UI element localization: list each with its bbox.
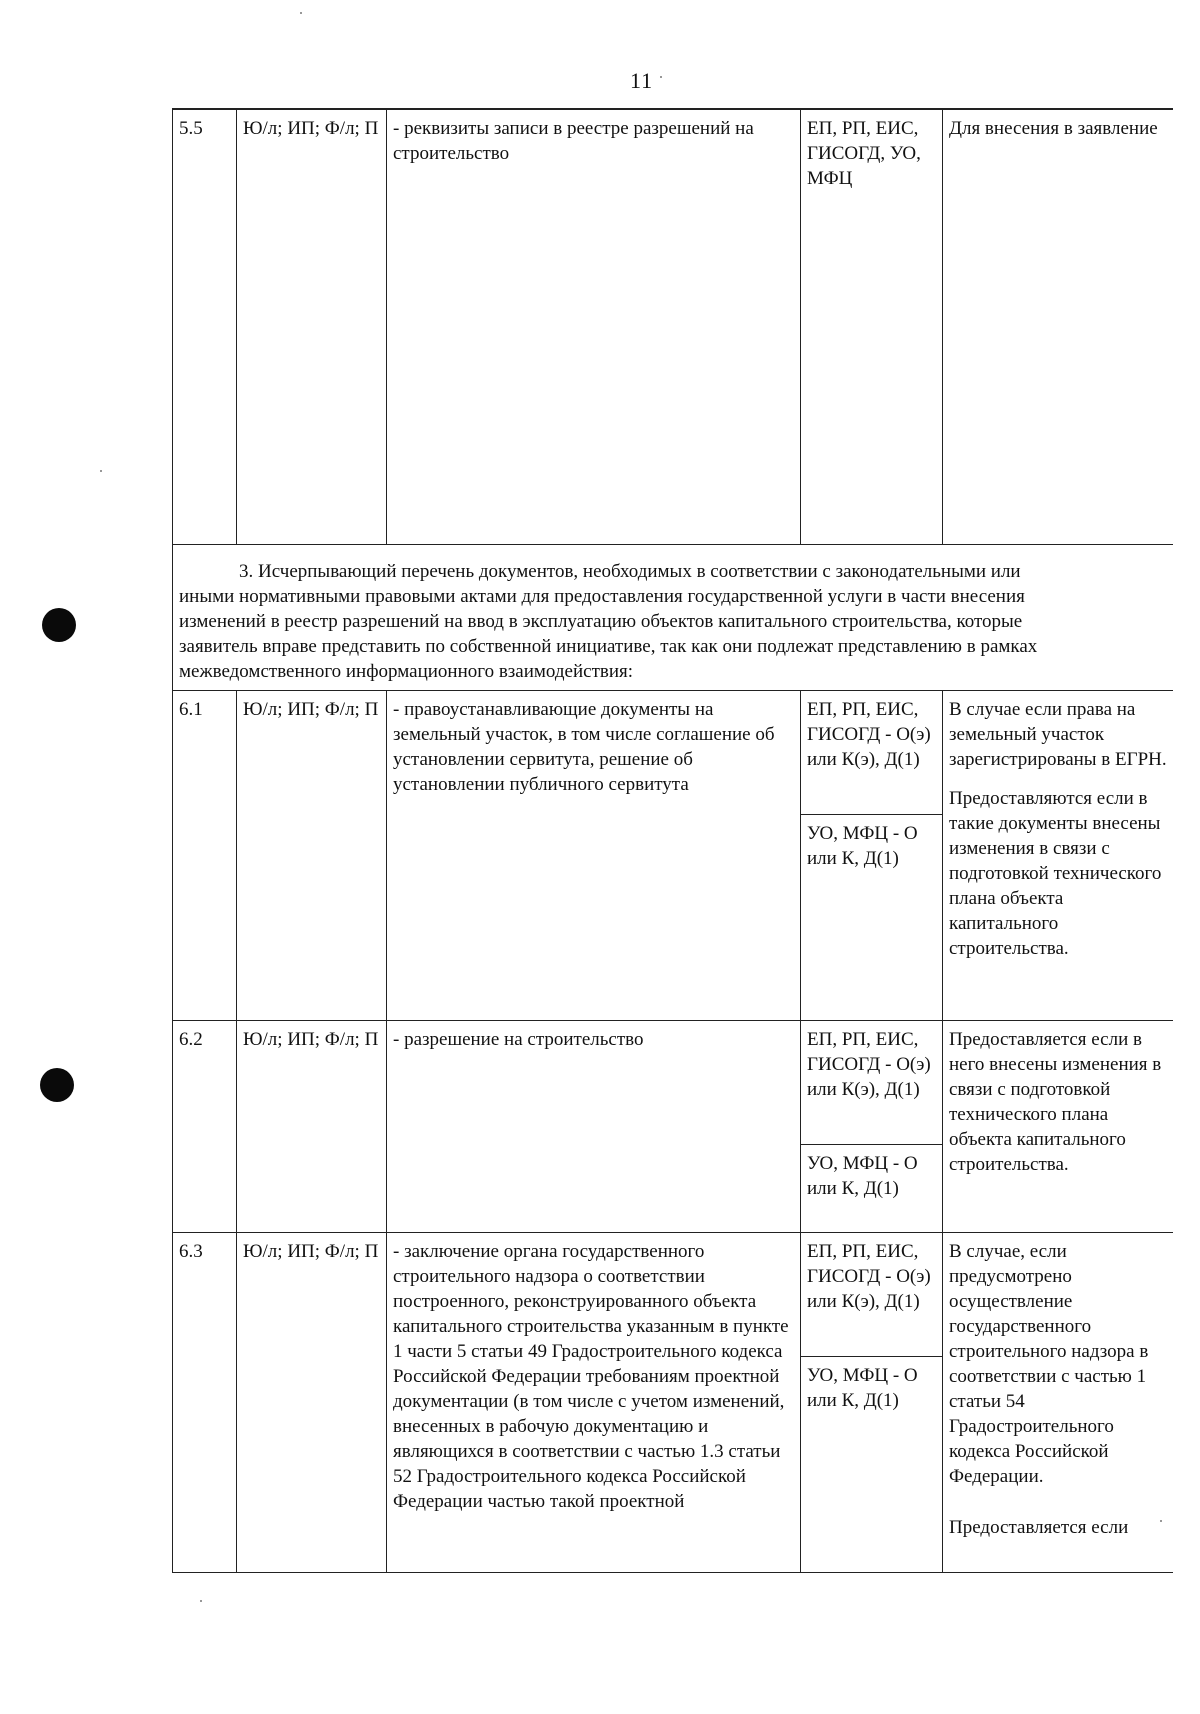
note <box>943 1020 1173 1232</box>
document-description: - правоустанавливающие документы на земельный участок, в том числе соглашение об установлении сервитута, решение об установлении публичного сервитута <box>387 690 801 1020</box>
scan-speck <box>100 470 102 472</box>
source-channels <box>801 1232 943 1572</box>
section-line: межведомственного информационного взаимодействия: <box>179 660 634 682</box>
note-condition: В случае если права на земельный участок зарегистрированы в ЕГРН. <box>949 698 1167 770</box>
note <box>943 690 1173 1020</box>
punch-hole-mark <box>40 1068 74 1102</box>
source-in-person: УО, МФЦ - О или К, Д(1) <box>807 1152 918 1199</box>
section-line: 3. Исчерпывающий перечень документов, необходимых в соответствии с законодательными или <box>239 560 1021 582</box>
document-description: - реквизиты записи в реестре разрешений на строительство <box>387 109 801 544</box>
section-line: заявитель вправе представить по собственной инициативе, так как они подлежат представлению в рамках <box>179 635 1038 657</box>
applicant-types: Ю/л; ИП; Ф/л; П <box>237 690 387 1020</box>
section-line: иными нормативными правовыми актами для предоставления государственной услуги в части внесения <box>179 585 1025 607</box>
source-electronic: ЕП, РП, ЕИС, ГИСОГД - О(э) или К(э), Д(1) <box>801 1233 942 1357</box>
source-in-person: УО, МФЦ - О или К, Д(1) <box>807 1364 918 1411</box>
row-number: 6.2 <box>173 1020 237 1232</box>
table-row <box>173 1232 1173 1572</box>
source-electronic: ЕП, РП, ЕИС, ГИСОГД - О(э) или К(э), Д(1) <box>801 1021 942 1145</box>
source-channels: ЕП, РП, ЕИС, ГИСОГД, УО, МФЦ <box>801 109 943 544</box>
page-number: 11 <box>630 68 654 93</box>
applicant-types: Ю/л; ИП; Ф/л; П <box>237 109 387 544</box>
row-number: 5.5 <box>173 109 237 544</box>
source-electronic: ЕП, РП, ЕИС, ГИСОГД - О(э) или К(э), Д(1) <box>801 691 942 815</box>
scan-speck <box>200 1600 202 1602</box>
note: Для внесения в заявление <box>943 109 1173 544</box>
scan-speck <box>300 12 302 14</box>
note-extra: Предоставляется если <box>949 1516 1129 1538</box>
document-description: - разрешение на строительство <box>387 1020 801 1232</box>
table-row <box>173 109 1173 544</box>
scan-speck <box>660 76 662 78</box>
row-number: 6.3 <box>173 1232 237 1572</box>
section-heading-row <box>173 544 1173 690</box>
note <box>943 1232 1173 1572</box>
section-heading <box>173 544 1173 690</box>
table-row <box>173 1020 1173 1232</box>
note-extra: Предоставляются если в такие документы внесены изменения в связи с подготовкой технического плана объекта капитального строительства. <box>949 787 1162 959</box>
applicant-types: Ю/л; ИП; Ф/л; П <box>237 1232 387 1572</box>
note-condition: Предоставляется если в него внесены изменения в связи с подготовкой технического плана объекта капитального строительства. <box>949 1028 1162 1175</box>
note-condition: В случае, если предусмотрено осуществление государственного строительного надзора в соответствии с частью 1 статьи 54 Градостроительного кодекса Российской Федерации. <box>949 1240 1149 1487</box>
source-channels <box>801 690 943 1020</box>
punch-hole-mark <box>42 608 76 642</box>
section-line: изменений в реестр разрешений на ввод в эксплуатацию объектов капитального строительства, которые <box>179 610 1023 632</box>
source-channels <box>801 1020 943 1232</box>
table-row <box>173 690 1173 1020</box>
requirements-table <box>172 108 1173 1573</box>
row-number: 6.1 <box>173 690 237 1020</box>
source-in-person: УО, МФЦ - О или К, Д(1) <box>807 822 918 869</box>
document-description: - заключение органа государственного строительного надзора о соответствии построенного, реконструированного объекта капитального строительства указанным в пункте 1 части 5 статьи 49 Градостроительного кодекса Российской Федерации требованиям проектной документации (в том числе с учетом изменений, внесенных в рабочую документацию и являющихся в соответствии с частью 1.3 статьи 52 Градостроительного кодекса Российской Федерации частью такой проектной <box>387 1232 801 1572</box>
applicant-types: Ю/л; ИП; Ф/л; П <box>237 1020 387 1232</box>
